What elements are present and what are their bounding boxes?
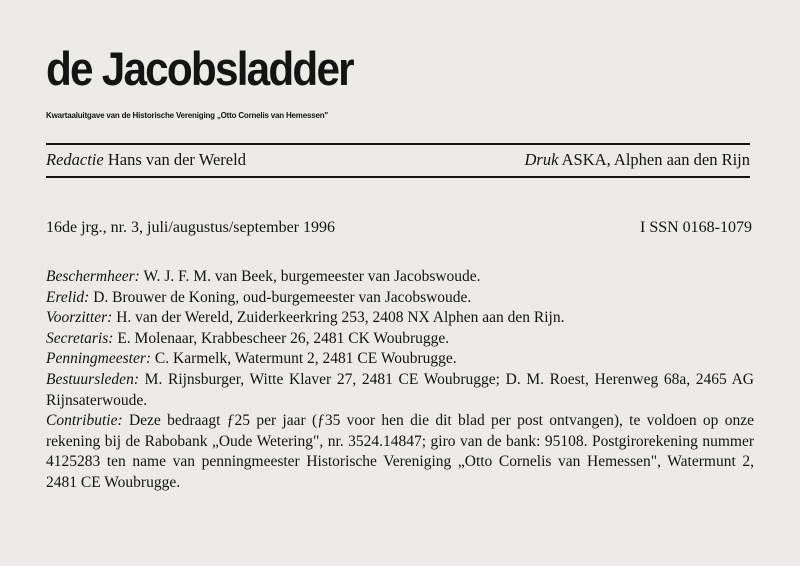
chair-entry <box>46 308 754 329</box>
members-label: Bestuursleden: <box>46 370 139 388</box>
top-rule <box>46 143 750 145</box>
patron-entry <box>46 267 754 288</box>
credits-line <box>46 150 750 170</box>
bottom-rule <box>46 176 750 178</box>
treasurer-text: C. Karmelk, Watermunt 2, 2481 CE Woubrugge. <box>154 350 457 368</box>
masthead <box>46 42 387 120</box>
board-listing <box>46 267 754 494</box>
journal-subtitle: Kwartaaluitgave van de Historische Vereniging „Otto Cornelis van Hemessen" <box>46 111 328 120</box>
editor-credit <box>46 150 246 170</box>
secretary-text: E. Molenaar, Krabbescheer 26, 2481 CK Woubrugge. <box>117 329 450 347</box>
secretary-label: Secretaris: <box>46 329 114 347</box>
members-text: M. Rijnsburger, Witte Klaver 27, 2481 CE Woubrugge; D. M. Roest, Herenweg 68a, 2465 AG Rijnsaterwoude. <box>46 370 754 409</box>
chair-text: H. van der Wereld, Zuiderkeerkring 253, 2408 NX Alphen aan den Rijn. <box>116 309 565 327</box>
dues-entry <box>46 411 754 493</box>
editor-label: Redactie <box>46 150 104 169</box>
journal-title: de Jacobsladder <box>46 42 353 95</box>
patron-text: W. J. F. M. van Beek, burgemeester van Jacobswoude. <box>143 268 481 285</box>
patron-label: Beschermheer: <box>46 268 140 285</box>
printer-label: Druk <box>524 150 559 169</box>
treasurer-label: Penningmeester: <box>46 350 152 368</box>
printer-name: ASKA, Alphen aan den Rijn <box>561 150 750 169</box>
honorary-label: Erelid: <box>46 288 90 306</box>
honorary-text: D. Brouwer de Koning, oud-burgemeester van Jacobswoude. <box>93 288 472 306</box>
issue-line <box>46 219 752 237</box>
honorary-entry <box>46 288 754 309</box>
issn-number: I SSN 0168-1079 <box>639 219 752 236</box>
members-entry <box>46 370 754 411</box>
secretary-entry <box>46 329 754 350</box>
dues-text: Deze bedraagt ƒ25 per jaar (ƒ35 voor hen die dit blad per post ontvangen), te voldoen op onze rekening bij de Rabobank „Oude Wetering", nr. 3524.14847; giro van de bank: 95108. Postgirorekening nummer 4125283 ten name van penningmeester Historische Vereniging „Otto Cornelis van Hemessen", Watermunt 2, 2481 CE Woubrugge. <box>46 412 754 491</box>
editor-name: Hans van der Wereld <box>107 150 246 169</box>
issue-volume: 16de jrg., nr. 3, juli/augustus/september 1996 <box>46 219 336 236</box>
printer-credit <box>525 150 751 170</box>
treasurer-entry <box>46 349 754 370</box>
dues-label: Contributie: <box>46 412 123 430</box>
chair-label: Voorzitter: <box>46 309 113 327</box>
